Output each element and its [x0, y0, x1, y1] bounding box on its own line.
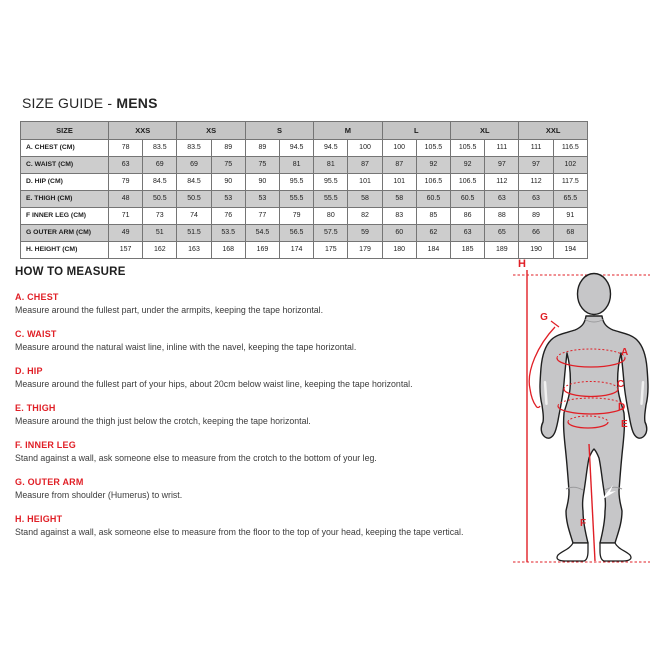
measurement-value-cell: 175: [314, 242, 348, 259]
measurement-value-cell: 63: [519, 191, 553, 208]
measurement-value-cell: 59: [348, 225, 382, 242]
measurement-value-cell: 83.5: [143, 140, 177, 157]
size-column-header: L: [382, 122, 450, 140]
measurement-value-cell: 97: [485, 157, 519, 174]
measurement-value-cell: 184: [416, 242, 450, 259]
measurement-value-cell: 53: [211, 191, 245, 208]
table-row: [21, 191, 588, 208]
measurement-value-cell: 185: [451, 242, 485, 259]
table-row: [21, 208, 588, 225]
size-column-header: M: [314, 122, 382, 140]
measure-section-text: Measure around the natural waist line, inline with the navel, keeping the tape horizontal.: [15, 342, 357, 352]
measurement-value-cell: 194: [553, 242, 587, 259]
measurement-value-cell: 85: [416, 208, 450, 225]
measure-section: [15, 440, 503, 463]
measure-section-heading: C. WAIST: [15, 329, 57, 339]
right-foot: [600, 543, 631, 561]
measure-section: [15, 366, 503, 389]
measure-section-text: Stand against a wall, ask someone else to measure from the crotch to the bottom of your leg.: [15, 453, 377, 463]
page-title-category: MENS: [116, 95, 158, 111]
measurement-value-cell: 190: [519, 242, 553, 259]
measurement-value-cell: 86: [451, 208, 485, 225]
measurement-value-cell: 101: [382, 174, 416, 191]
measurement-value-cell: 100: [348, 140, 382, 157]
size-column-header: XXS: [109, 122, 177, 140]
measure-sections: [15, 292, 503, 551]
label-thigh: E: [621, 419, 628, 430]
size-column-header: S: [245, 122, 313, 140]
measurement-value-cell: 50.5: [143, 191, 177, 208]
measurement-row-label: D. HIP (CM): [21, 174, 109, 191]
measurement-value-cell: 92: [416, 157, 450, 174]
measurement-value-cell: 76: [211, 208, 245, 225]
measurement-value-cell: 111: [485, 140, 519, 157]
measurement-value-cell: 56.5: [280, 225, 314, 242]
size-guide-table: [20, 121, 588, 259]
measurement-value-cell: 112: [519, 174, 553, 191]
measurement-value-cell: 90: [211, 174, 245, 191]
measurement-value-cell: 81: [280, 157, 314, 174]
measurement-value-cell: 53: [245, 191, 279, 208]
measurement-value-cell: 94.5: [314, 140, 348, 157]
measurement-value-cell: 92: [451, 157, 485, 174]
measure-section-text: Measure around the fullest part of your hips, about 20cm below waist line, keeping the tape horizontal.: [15, 379, 413, 389]
measurement-value-cell: 48: [109, 191, 143, 208]
measurement-value-cell: 83.5: [177, 140, 211, 157]
measurement-value-cell: 75: [245, 157, 279, 174]
head: [578, 274, 611, 315]
measure-section: [15, 292, 503, 315]
measurement-value-cell: 58: [382, 191, 416, 208]
measurement-value-cell: 55.5: [314, 191, 348, 208]
measurement-value-cell: 89: [245, 140, 279, 157]
measurement-value-cell: 66: [519, 225, 553, 242]
measurement-value-cell: 82: [348, 208, 382, 225]
measurement-value-cell: 106.5: [416, 174, 450, 191]
measurement-value-cell: 73: [143, 208, 177, 225]
measurement-value-cell: 63: [109, 157, 143, 174]
measure-section-heading: E. THIGH: [15, 403, 56, 413]
measurement-value-cell: 74: [177, 208, 211, 225]
measurement-value-cell: 179: [348, 242, 382, 259]
measurement-value-cell: 89: [519, 208, 553, 225]
measurement-value-cell: 169: [245, 242, 279, 259]
measurement-value-cell: 69: [177, 157, 211, 174]
measurement-value-cell: 157: [109, 242, 143, 259]
measurement-value-cell: 71: [109, 208, 143, 225]
measure-section-heading: F. INNER LEG: [15, 440, 76, 450]
measurement-value-cell: 102: [553, 157, 587, 174]
measurement-value-cell: 100: [382, 140, 416, 157]
measurement-value-cell: 111: [519, 140, 553, 157]
measurement-value-cell: 174: [280, 242, 314, 259]
body-measurement-diagram: [500, 253, 650, 583]
measurement-value-cell: 69: [143, 157, 177, 174]
how-to-measure-title: HOW TO MEASURE: [15, 266, 126, 278]
measurement-value-cell: 49: [109, 225, 143, 242]
label-waist: C: [617, 379, 625, 390]
measurement-row-label: F INNER LEG (CM): [21, 208, 109, 225]
label-inner-leg: F: [579, 518, 587, 529]
measurement-value-cell: 84.5: [177, 174, 211, 191]
measurement-value-cell: 117.5: [553, 174, 587, 191]
measurement-row-label: H. HEIGHT (CM): [21, 242, 109, 259]
measurement-value-cell: 112: [485, 174, 519, 191]
table-row: [21, 225, 588, 242]
measurement-value-cell: 57.5: [314, 225, 348, 242]
measure-section-heading: H. HEIGHT: [15, 514, 63, 524]
measurement-value-cell: 189: [485, 242, 519, 259]
measurement-value-cell: 83: [382, 208, 416, 225]
size-table-body: [21, 140, 588, 259]
left-foot: [557, 543, 588, 561]
measurement-value-cell: 87: [382, 157, 416, 174]
measurement-value-cell: 60.5: [451, 191, 485, 208]
measurement-value-cell: 65: [485, 225, 519, 242]
measure-section-heading: A. CHEST: [15, 292, 59, 302]
measure-section-heading: G. OUTER ARM: [15, 477, 84, 487]
measure-section: [15, 403, 503, 426]
measurement-value-cell: 163: [177, 242, 211, 259]
measure-section-text: Measure around the fullest part, under the armpits, keeping the tape horizontal.: [15, 305, 324, 315]
measure-section: [15, 477, 503, 500]
table-row: [21, 174, 588, 191]
measurement-value-cell: 58: [348, 191, 382, 208]
measurement-value-cell: 62: [416, 225, 450, 242]
size-column-header: XXL: [519, 122, 588, 140]
size-header-cell: SIZE: [21, 122, 109, 140]
measurement-value-cell: 60: [382, 225, 416, 242]
measure-section: [15, 329, 503, 352]
measurement-value-cell: 91: [553, 208, 587, 225]
measure-section-text: Stand against a wall, ask someone else to measure from the floor to the top of your head, keeping the tape vertical.: [15, 527, 464, 537]
label-outer-arm: G: [540, 312, 548, 323]
measure-section: [15, 514, 503, 537]
page-title-prefix: SIZE GUIDE -: [22, 95, 117, 111]
measurement-value-cell: 78: [109, 140, 143, 157]
label-hip: D: [618, 402, 626, 413]
measurement-value-cell: 87: [348, 157, 382, 174]
measurement-row-label: C. WAIST (CM): [21, 157, 109, 174]
measurement-value-cell: 79: [109, 174, 143, 191]
measurement-figure: [500, 253, 650, 583]
measurement-value-cell: 168: [211, 242, 245, 259]
measurement-row-label: A. CHEST (CM): [21, 140, 109, 157]
measurement-value-cell: 54.5: [245, 225, 279, 242]
measurement-value-cell: 101: [348, 174, 382, 191]
body-silhouette: [540, 316, 648, 543]
measurement-row-label: E. THIGH (CM): [21, 191, 109, 208]
size-column-header: XL: [451, 122, 519, 140]
table-row: [21, 140, 588, 157]
measurement-value-cell: 81: [314, 157, 348, 174]
measurement-value-cell: 55.5: [280, 191, 314, 208]
size-column-header: XS: [177, 122, 245, 140]
measurement-value-cell: 116.5: [553, 140, 587, 157]
measurement-value-cell: 97: [519, 157, 553, 174]
measurement-value-cell: 84.5: [143, 174, 177, 191]
measurement-value-cell: 53.5: [211, 225, 245, 242]
outer-arm-tick: [551, 321, 559, 327]
inner-leg-measure-line: [589, 444, 595, 561]
measurement-value-cell: 88: [485, 208, 519, 225]
measurement-value-cell: 94.5: [280, 140, 314, 157]
measurement-value-cell: 50.5: [177, 191, 211, 208]
page-title: [22, 95, 158, 111]
measurement-value-cell: 80: [314, 208, 348, 225]
measurement-value-cell: 68: [553, 225, 587, 242]
measurement-value-cell: 75: [211, 157, 245, 174]
table-row: [21, 157, 588, 174]
measure-section-text: Measure around the thigh just below the crotch, keeping the tape horizontal.: [15, 416, 311, 426]
size-table-header-row: [21, 122, 588, 140]
measurement-value-cell: 77: [245, 208, 279, 225]
measurement-value-cell: 106.5: [451, 174, 485, 191]
measure-section-text: Measure from shoulder (Humerus) to wrist.: [15, 490, 183, 500]
measurement-value-cell: 60.5: [416, 191, 450, 208]
measurement-value-cell: 180: [382, 242, 416, 259]
measurement-value-cell: 51: [143, 225, 177, 242]
measurement-value-cell: 162: [143, 242, 177, 259]
measurement-value-cell: 51.5: [177, 225, 211, 242]
measurement-row-label: G OUTER ARM (CM): [21, 225, 109, 242]
measurement-value-cell: 105.5: [416, 140, 450, 157]
measurement-value-cell: 63: [451, 225, 485, 242]
measurement-value-cell: 89: [211, 140, 245, 157]
label-height: H: [518, 258, 526, 270]
measurement-value-cell: 95.5: [314, 174, 348, 191]
measurement-value-cell: 90: [245, 174, 279, 191]
label-chest: A: [621, 347, 629, 358]
measure-section-heading: D. HIP: [15, 366, 43, 376]
measurement-value-cell: 95.5: [280, 174, 314, 191]
measurement-value-cell: 65.5: [553, 191, 587, 208]
measurement-value-cell: 79: [280, 208, 314, 225]
measurement-value-cell: 105.5: [451, 140, 485, 157]
measurement-value-cell: 63: [485, 191, 519, 208]
